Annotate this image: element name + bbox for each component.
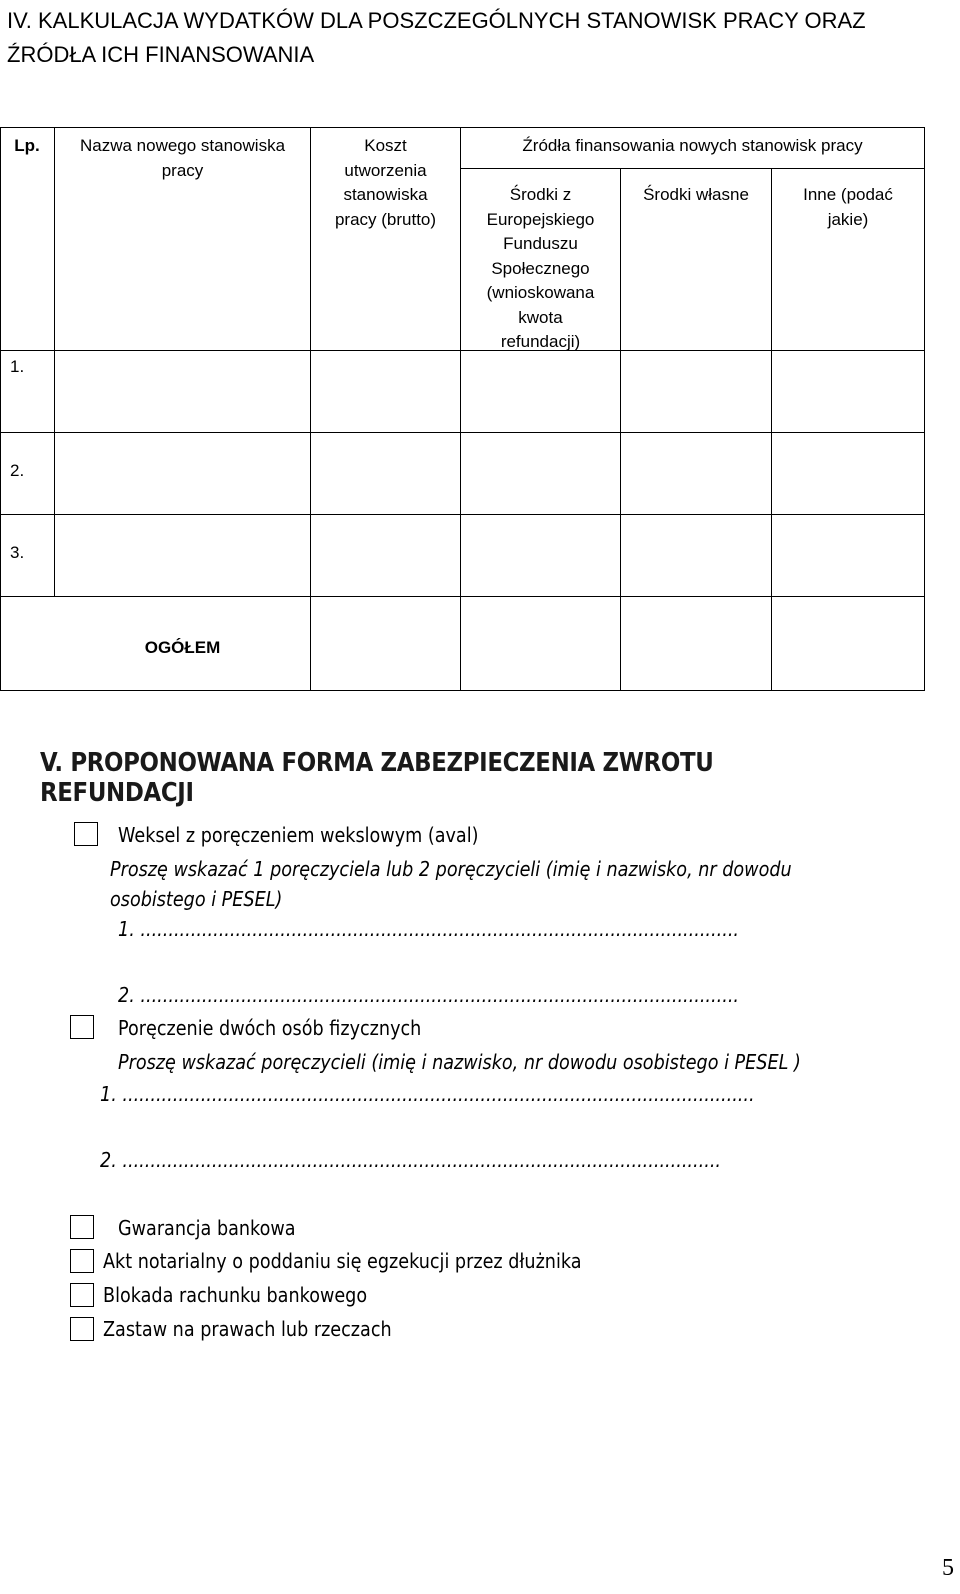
option-surety-hint: Proszę wskazać poręczycieli (imię i nazwisko, nr dowodu osobistego i PESEL )	[118, 1050, 801, 1074]
option-promissory-note-guarantor-1[interactable]: 1. ...........................................................................................................	[118, 917, 740, 941]
row-number-1: 1.	[10, 357, 25, 376]
table-border-bottom	[0, 690, 925, 691]
header-efs-line4: Społecznego	[491, 258, 590, 278]
option-surety-label: Poręczenie dwóch osób fizycznych	[118, 1016, 422, 1040]
header-efs-funds	[461, 183, 620, 355]
checkbox-account-block[interactable]	[70, 1283, 94, 1307]
header-position-name	[55, 134, 310, 183]
header-efs-line1: Środki z	[509, 185, 572, 204]
table-sources-divider	[460, 168, 925, 169]
row-number-2: 2.	[10, 461, 25, 480]
header-cost-line1: Koszt	[364, 136, 407, 155]
option-surety-guarantor-2[interactable]: 2. ...........................................................................................................	[100, 1148, 722, 1172]
header-efs-line3: Funduszu	[503, 234, 578, 253]
header-efs-line7: refundacji)	[500, 332, 581, 351]
header-funding-sources: Źródła finansowania nowych stanowisk pracy	[522, 136, 863, 155]
option-pledge-label: Zastaw na prawach lub rzeczach	[103, 1317, 392, 1341]
header-position-name-line1: Nazwa nowego stanowiska	[79, 136, 286, 155]
header-other-line2: jakie)	[827, 209, 869, 229]
option-promissory-note-label: Weksel z poręczeniem wekslowym (aval)	[118, 823, 479, 847]
table-border-top	[0, 127, 925, 128]
section-iv-title	[7, 4, 957, 72]
checkbox-notarial-deed[interactable]	[70, 1249, 94, 1273]
header-cost-line4: pracy (brutto)	[334, 209, 437, 229]
option-account-block-label: Blokada rachunku bankowego	[103, 1283, 368, 1307]
checkbox-pledge[interactable]	[70, 1317, 94, 1341]
checkbox-promissory-note[interactable]	[74, 822, 98, 846]
header-lp: Lp.	[14, 136, 40, 155]
row-total-label: OGÓŁEM	[144, 638, 221, 657]
page-number: 5	[942, 1555, 954, 1581]
header-efs-line2: Europejskiego	[486, 209, 595, 229]
section-iv-title-line1: IV. KALKULACJA WYDATKÓW DLA POSZCZEGÓLNYCH STANOWISK PRACY ORAZ	[7, 8, 866, 33]
table-row2-bottom	[0, 514, 925, 515]
table-border-left	[0, 127, 1, 691]
table-row1-bottom	[0, 432, 925, 433]
section-iv-title-line2: ŹRÓDŁA ICH FINANSOWANIA	[7, 42, 315, 67]
header-other-line1: Inne (podać	[803, 185, 893, 204]
option-promissory-note-hint-2: osobistego i PESEL)	[110, 887, 283, 911]
table-col-efs-right	[620, 168, 621, 691]
option-promissory-note-hint-1: Proszę wskazać 1 poręczyciela lub 2 poręczycieli (imię i nazwisko, nr dowodu	[110, 857, 792, 881]
header-cost-line2: utworzenia	[344, 160, 427, 180]
option-surety-guarantor-1[interactable]: 1. .................................................................................................................	[100, 1082, 755, 1106]
header-efs-line5: (wnioskowana	[486, 283, 595, 302]
table-border-right	[924, 127, 925, 691]
table-row3-bottom	[0, 596, 925, 597]
header-efs-line6: kwota	[518, 307, 563, 327]
checkbox-bank-guarantee[interactable]	[70, 1215, 94, 1239]
checkbox-surety-two-persons[interactable]	[70, 1015, 94, 1039]
header-other	[772, 183, 924, 232]
table-col-lp-right	[54, 127, 55, 597]
option-promissory-note-guarantor-2[interactable]: 2. ...........................................................................................................	[118, 983, 740, 1007]
section-v-title: V. PROPONOWANA FORMA ZABEZPIECZENIA ZWROTU REFUNDACJI	[40, 748, 714, 808]
header-position-name-line2: pracy	[161, 160, 204, 180]
row-number-3: 3.	[10, 543, 25, 562]
header-own-funds: Środki własne	[643, 185, 749, 204]
option-bank-guarantee-label: Gwarancja bankowa	[118, 1216, 296, 1240]
header-cost-line3: stanowiska	[343, 185, 428, 204]
table-col-own-right	[771, 168, 772, 691]
header-cost	[311, 134, 460, 232]
option-notarial-deed-label: Akt notarialny o poddaniu się egzekucji przez dłużnika	[103, 1249, 582, 1273]
